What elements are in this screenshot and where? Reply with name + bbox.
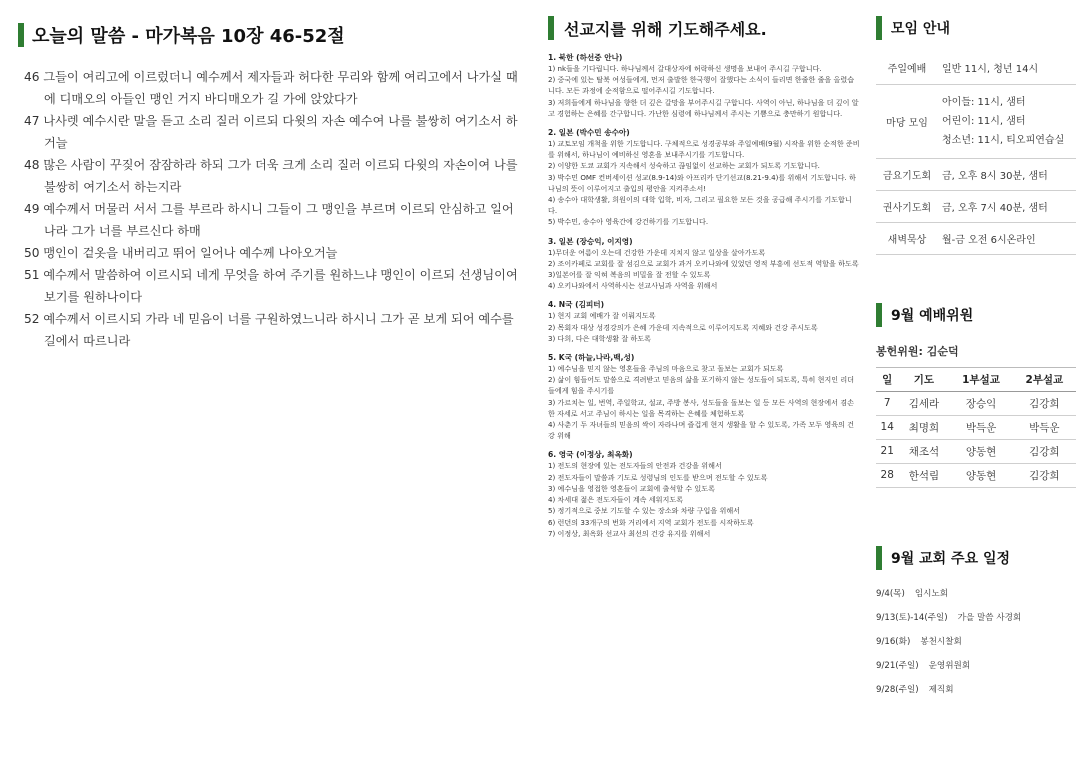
- accent-bar: [876, 303, 882, 327]
- meeting-value: [938, 158, 1076, 190]
- prayer-group: [548, 127, 860, 228]
- prayer-line: 1)무더운 여름이 오는데 건강한 가운데 지치지 않고 일상을 살아가도록: [548, 247, 766, 257]
- schedule-item: [876, 678, 1076, 702]
- prayer-group-title: 2. 일본 (박수민 송수아): [548, 128, 630, 138]
- worship-column-header: 일: [876, 367, 898, 391]
- meeting-label: 권사기도회: [876, 190, 938, 222]
- meeting-value-line: 월-금 오전 6시온라인: [942, 234, 1036, 246]
- prayer-title: 선교지를 위해 기도해주세요.: [564, 19, 767, 39]
- prayer-line: 7) 이정상, 최옥화 선교사 최선의 건강 유지를 위해서: [548, 528, 711, 538]
- verse-item: 48 많은 사람이 꾸짖어 잠잠하라 하되 그가 더욱 크게 소리 질러 이르되 다윗의 자손이여 나를 불쌍히 여기소서 하는지라: [24, 158, 518, 194]
- meeting-value-line: 청소년: 11시, 티오피연습실: [942, 134, 1065, 146]
- worship-column-header: 1부설교: [949, 367, 1012, 391]
- worship-cell: 김강희: [1013, 391, 1076, 415]
- meeting-label: 새벽묵상: [876, 222, 938, 254]
- worship-title: 9월 예배위원: [891, 307, 974, 324]
- prayer-line: 5) 박수민, 송수아 영육간에 강건하기를 기도합니다.: [548, 217, 709, 227]
- prayer-line: 2) 삶이 힘들어도 말씀으로 격려받고 믿음의 삶을 포기하지 않는 성도들이 되도록, 특히 현지인 리더들에게 힘을 주시기를: [548, 375, 855, 396]
- verse-item: 50 맹인이 겉옷을 내버리고 뛰어 일어나 예수께 나아오거늘: [24, 246, 338, 260]
- accent-bar: [548, 16, 554, 40]
- meeting-value-line: 금, 오후 7시 40분, 샘터: [942, 202, 1048, 214]
- prayer-line: 5) 정기적으로 중보 기도할 수 있는 장소와 차량 구입을 위해서: [548, 506, 741, 516]
- meeting-header: [876, 16, 1076, 40]
- worship-row: [876, 415, 1076, 439]
- schedule-date: 9/21(주일): [876, 660, 919, 671]
- meeting-row: [876, 222, 1076, 254]
- meeting-value-line: 어린이: 11시, 샘터: [942, 115, 1026, 127]
- worship-cell: 채조석: [898, 439, 949, 463]
- prayer-line: 2) 이양한 도쿄 교회가 지속해서 성숙하고 끊임없이 선교하는 교회가 되도록 기도합니다.: [548, 161, 820, 171]
- prayer-line: 3) 예수님을 영접한 영혼들이 교회에 출석할 수 있도록: [548, 483, 715, 493]
- prayer-group: [548, 352, 860, 441]
- prayer-line: 3)일본어를 잘 익혀 복음의 비밀을 잘 전할 수 있도록: [548, 270, 711, 280]
- prayer-group: [548, 449, 860, 538]
- worship-column-header: 기도: [898, 367, 949, 391]
- worship-table: [876, 367, 1076, 488]
- meeting-value: [938, 84, 1076, 158]
- worship-header-row: [876, 367, 1076, 391]
- worship-cell: 양동현: [949, 463, 1012, 487]
- worship-section: [876, 303, 1076, 488]
- worship-row: [876, 439, 1076, 463]
- prayer-line: 4) 사춘기 두 자녀들의 믿음의 싹이 자라나며 즐겁게 현지 생활을 할 수 있도록, 가족 모두 영육의 건강 위해: [548, 420, 855, 441]
- schedule-event: 가을 말씀 사경회: [957, 612, 1022, 623]
- worship-cell: 장승익: [949, 391, 1012, 415]
- sermon-section: [18, 22, 518, 352]
- worship-cell: 21: [876, 439, 898, 463]
- verse-item: 51 예수께서 말씀하여 이르시되 네게 무엇을 하여 주기를 원하느냐 맹인이 이르되 선생님이여 보기를 원하나이다: [24, 268, 518, 304]
- prayer-line: 4) 차세대 젊은 전도자들이 계속 세워지도록: [548, 495, 684, 505]
- meeting-label: 주일예배: [887, 64, 927, 76]
- meeting-value-line: 아이들: 11시, 샘터: [942, 96, 1026, 108]
- prayer-line: 6) 런던의 33개구의 번화 거리에서 지역 교회가 전도를 시작하도록: [548, 517, 754, 527]
- meeting-value: [938, 52, 1076, 84]
- schedule-event: 봉천시찰회: [920, 636, 962, 647]
- info-section: [876, 16, 1076, 702]
- prayer-line: 3) 박수민 OMF 컨버세이션 성교(8.9-14)와 아프리카 단기선교(8.21-9.4)를 위해서 기도합니다. 하나님의 뜻이 이루어지고 출입의 평안을 지켜주소서!: [548, 172, 856, 193]
- prayer-line: 2) 중국에 있는 탈북 여성들에게, 먼저 출발한 한국행이 잘했다는 소식이 들리면 한줄한 줄을 올렸습니다. 모든 과정에 순적함으로 떨어주시길 기도합니다.: [548, 75, 855, 96]
- meeting-value: [938, 222, 1076, 254]
- meeting-label: 마당 모임: [876, 84, 938, 158]
- prayer-line: 3) 저희들에게 하나님을 향한 더 깊은 갈망을 부어주시길 구합니다. 사역이 아닌, 하나님을 더 깊이 알고 경험하는 은혜를 간구합니다. 가난한 심령에 하나님께서 주시는 기쁨으로 충만하기 원합니다.: [548, 97, 859, 118]
- schedule-date: 9/13(토)-14(주일): [876, 612, 948, 623]
- meeting-row: [876, 84, 1076, 158]
- prayer-line: 2) 목회자 대상 성경강의가 은혜 가운데 지속적으로 이루어지도록 지혜와 건강 주시도록: [548, 322, 818, 332]
- accent-bar: [876, 16, 882, 40]
- meeting-row: [876, 52, 1076, 84]
- prayer-group: [548, 52, 860, 119]
- schedule-event: 임시노회: [914, 588, 949, 599]
- prayer-line: 1) 전도의 현장에 있는 전도자들의 안전과 건강을 위해서: [548, 461, 722, 471]
- verse-item: 49 예수께서 머물러 서서 그를 부르라 하시니 그들이 그 맹인을 부르며 이르되 안심하고 일어나라 그가 너를 부르신다 하매: [24, 202, 514, 238]
- schedule-item: [876, 582, 1076, 606]
- worship-header: [876, 303, 1076, 327]
- worship-cell: 14: [876, 415, 898, 439]
- offering-chair: 봉헌위원: 김순덕: [876, 344, 959, 358]
- prayer-line: 1) nk들을 기다립니다. 하나님께서 갈대상자에 허락하신 생명을 보내어 주시길 구합니다.: [548, 64, 822, 73]
- sermon-header: [18, 22, 518, 48]
- worship-cell: 김강희: [1013, 439, 1076, 463]
- prayer-line: 2) 조이카페로 교회를 잘 섬김으로 교회가 과거 오키나와에 있었던 영적 부흥에 선도적 역할을 하도록: [548, 258, 859, 268]
- prayer-list: [548, 52, 860, 539]
- meeting-table: [876, 52, 1076, 255]
- sermon-title: 오늘의 말씀 - 마가복음 10장 46-52절: [32, 26, 345, 47]
- schedule-item: [876, 654, 1076, 678]
- prayer-line: 2) 전도자들이 말씀과 기도로 성령님의 인도를 받으며 전도할 수 있도록: [548, 472, 768, 482]
- prayer-line: 3) 다희, 다은 대학생활 잘 하도록: [548, 333, 652, 343]
- prayer-line: 3) 가르치는 일, 번역, 주일학교, 설교, 주방 봉사, 성도들을 돌보는 일 등 모든 사역의 현장에서 겸손한 자세로 서고 주님이 하시는 일을 목격하는 은혜를 체험하도록: [548, 397, 854, 418]
- meeting-value-line: 일반 11시, 청년 14시: [942, 64, 1039, 76]
- worship-cell: 양동현: [949, 439, 1012, 463]
- accent-bar: [18, 23, 24, 47]
- prayer-group-title: 3. 일본 (장승익, 이지영): [548, 236, 633, 246]
- worship-cell: 한석림: [898, 463, 949, 487]
- schedule-event: 제직회: [928, 684, 954, 695]
- meeting-value: [938, 190, 1076, 222]
- schedule-title: 9월 교회 주요 일정: [891, 550, 1011, 567]
- worship-cell: 김세라: [898, 391, 949, 415]
- accent-bar: [876, 546, 882, 570]
- verse-item: 47 나사렛 예수시란 말을 듣고 소리 질러 이르되 다윗의 자손 예수여 나를 불쌍히 여기소서 하거늘: [24, 114, 518, 150]
- meeting-label: 금요기도회: [876, 158, 938, 190]
- prayer-line: 4) 오키나와에서 사역하시는 선교사님과 사역을 위해서: [548, 281, 718, 291]
- worship-cell: 박득운: [1013, 415, 1076, 439]
- schedule-section: [876, 546, 1076, 702]
- prayer-group-title: 1. 북한 (하선중 안나): [548, 53, 623, 62]
- meeting-title: 모임 안내: [891, 21, 950, 37]
- meeting-row: [876, 190, 1076, 222]
- meeting-row: [876, 158, 1076, 190]
- prayer-line: 1) 교토모임 개척을 위한 기도합니다. 구체적으로 성경공부와 주일예배(9월) 시작을 위한 순적한 준비를 위해서, 하나님이 예비하신 영혼을 보내주시기를 기도합니다.: [548, 139, 860, 160]
- prayer-line: 1) 현지 교회 예배가 잘 이뤄지도록: [548, 311, 656, 321]
- schedule-date: 9/16(화): [876, 636, 911, 647]
- schedule-event: 운영위원회: [928, 660, 971, 671]
- worship-row: [876, 391, 1076, 415]
- verse-list: [18, 66, 518, 352]
- prayer-line: 1) 예수님을 믿지 않는 영혼들을 주님의 마음으로 찾고 돌보는 교회가 되도록: [548, 364, 784, 374]
- prayer-group-title: 4. N국 (김피터): [548, 300, 605, 310]
- worship-column-header: 2부설교: [1013, 367, 1076, 391]
- meeting-value-line: 금, 오후 8시 30분, 샘터: [942, 170, 1048, 182]
- schedule-date: 9/4(목): [876, 588, 905, 599]
- schedule-date: 9/28(주일): [876, 684, 919, 695]
- prayer-group-title: 5. K국 (하늘,나라,백,성): [548, 353, 635, 363]
- worship-cell: 김강희: [1013, 463, 1076, 487]
- prayer-group: [548, 236, 860, 292]
- worship-cell: 최명희: [898, 415, 949, 439]
- verse-item: 46 그들이 여리고에 이르렀더니 예수께서 제자들과 허다한 무리와 함께 여리고에서 나가실 때에 디매오의 아들인 맹인 거지 바디매오가 길 가에 앉았다가: [24, 70, 518, 106]
- schedule-list: [876, 582, 1076, 702]
- schedule-item: [876, 630, 1076, 654]
- prayer-section: [548, 16, 860, 547]
- worship-cell: 박득운: [949, 415, 1012, 439]
- prayer-group-title: 6. 영국 (이정상, 최옥화): [548, 450, 633, 460]
- worship-row: [876, 463, 1076, 487]
- worship-cell: 28: [876, 463, 898, 487]
- schedule-header: [876, 546, 1076, 570]
- prayer-header: [548, 16, 860, 40]
- worship-cell: 7: [876, 391, 898, 415]
- prayer-group: [548, 299, 860, 344]
- schedule-item: [876, 606, 1076, 630]
- verse-item: 52 예수께서 이르시되 가라 네 믿음이 너를 구원하였느니라 하시니 그가 곧 보게 되어 예수를 길에서 따르니라: [24, 312, 514, 348]
- prayer-line: 4) 송수아 대학생활, 희원이의 대학 입학, 비자, 그리고 필요한 모든 것을 공급해 주시기를 기도합니다.: [548, 195, 852, 216]
